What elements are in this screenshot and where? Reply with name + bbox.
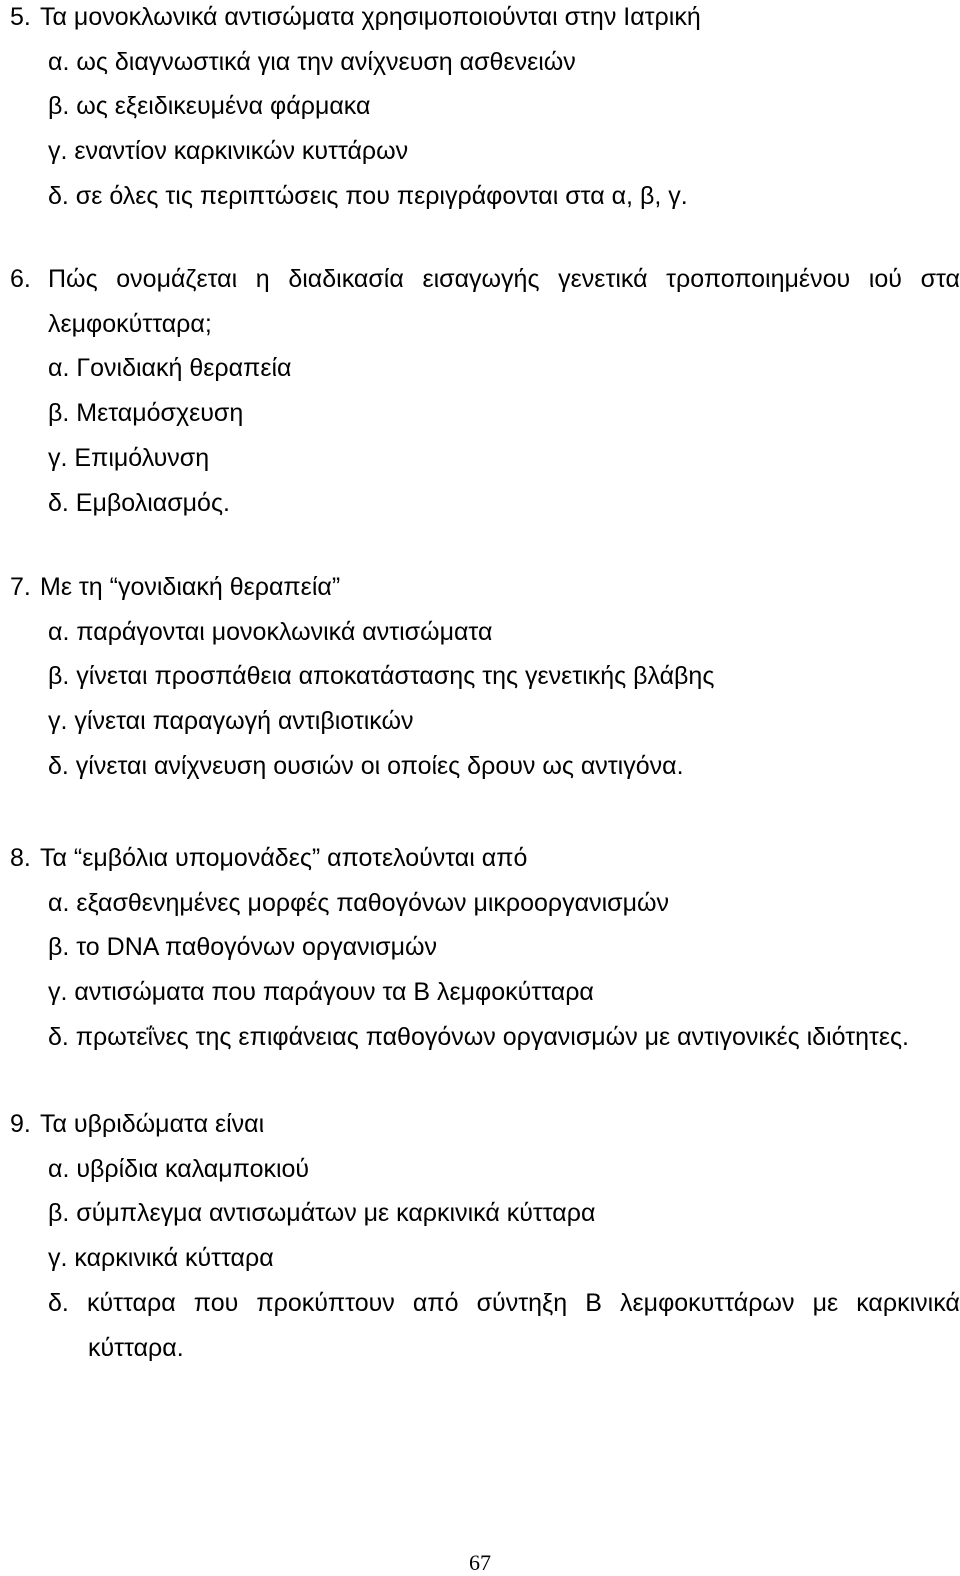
question-number: 9. bbox=[10, 1110, 31, 1138]
question-stem bbox=[10, 1102, 960, 1147]
option-c: γ. Επιμόλυνση bbox=[48, 443, 210, 472]
word: ονομάζεται bbox=[116, 265, 238, 293]
option-a: α. εξασθενημένες μορφές παθογόνων μικροοργανισμών bbox=[48, 888, 670, 917]
option-c: γ. αντισώματα που παράγουν τα Β λεμφοκύτταρα bbox=[48, 978, 594, 1007]
question-number: 8. bbox=[10, 844, 31, 872]
option-d-continuation: κύτταρα. bbox=[88, 1333, 184, 1362]
option-a: α. ως διαγνωστικά για την ανίχνευση ασθενειών bbox=[48, 47, 576, 76]
word: εισαγωγής bbox=[422, 265, 540, 293]
option-c: γ. καρκινικά κύτταρα bbox=[48, 1244, 274, 1273]
option-b: β. Μεταμόσχευση bbox=[48, 399, 244, 428]
option-a: α. παράγονται μονοκλωνικά αντισώματα bbox=[48, 617, 493, 646]
word: ιού bbox=[868, 265, 902, 293]
question-stem bbox=[10, 565, 960, 610]
word: γενετικά bbox=[558, 265, 648, 293]
question-text: Τα μονοκλωνικά αντισώματα χρησιμοποιούνται στην Ιατρική bbox=[40, 3, 701, 31]
option-b: β. ως εξειδικευμένα φάρμακα bbox=[48, 92, 371, 121]
option-c: γ. εναντίον καρκινικών κυττάρων bbox=[48, 137, 409, 166]
option-d: δ. γίνεται ανίχνευση ουσιών οι οποίες δρουν ως αντιγόνα. bbox=[48, 751, 684, 780]
page-number: 67 bbox=[469, 1550, 491, 1575]
word: δ. bbox=[48, 1288, 69, 1317]
word: λεμφοκυττάρων bbox=[620, 1288, 795, 1317]
option-a: α. υβρίδια καλαμποκιού bbox=[48, 1154, 310, 1183]
word: η bbox=[255, 265, 270, 293]
question-9 bbox=[10, 1102, 960, 1370]
question-5 bbox=[10, 0, 960, 219]
word: διαδικασία bbox=[288, 265, 404, 293]
word: καρκινικά bbox=[856, 1288, 960, 1317]
option-d: δ. Εμβολιασμός. bbox=[48, 488, 230, 517]
question-stem bbox=[10, 0, 960, 40]
question-6 bbox=[10, 257, 960, 525]
question-number: 6. bbox=[10, 265, 31, 293]
word: με bbox=[812, 1288, 839, 1317]
word: στα bbox=[920, 265, 960, 293]
option-c: γ. γίνεται παραγωγή αντιβιοτικών bbox=[48, 707, 414, 736]
option-d: δ. πρωτεΐνες της επιφάνειας παθογόνων οργανισμών με αντιγονικές ιδιότητες. bbox=[48, 1022, 909, 1051]
option-a: α. Γονιδιακή θεραπεία bbox=[48, 354, 292, 383]
question-text: Με τη “γονιδιακή θεραπεία” bbox=[40, 573, 341, 601]
word: προκύπτουν bbox=[256, 1288, 395, 1317]
question-text-continuation: λεμφοκύτταρα; bbox=[48, 309, 212, 338]
word: Πώς bbox=[48, 265, 98, 293]
question-text: Τα υβριδώματα είναι bbox=[40, 1110, 265, 1138]
question-stem bbox=[10, 836, 960, 881]
question-number: 5. bbox=[10, 3, 31, 31]
question-stem bbox=[10, 257, 960, 302]
option-b: β. το DNA παθογόνων οργανισμών bbox=[48, 933, 438, 962]
option-b: β. σύμπλεγμα αντισωμάτων με καρκινικά κύτταρα bbox=[48, 1199, 596, 1228]
word: κύτταρα bbox=[86, 1288, 176, 1317]
word: σύντηξη bbox=[476, 1288, 568, 1317]
question-text: Τα “εμβόλια υπομονάδες” αποτελούνται από bbox=[40, 844, 528, 872]
word: Β bbox=[585, 1288, 602, 1317]
option-d bbox=[10, 1281, 960, 1326]
question-number: 7. bbox=[10, 573, 31, 601]
word: που bbox=[193, 1288, 239, 1317]
question-8 bbox=[10, 836, 960, 1060]
question-7 bbox=[10, 565, 960, 789]
question-text bbox=[40, 257, 960, 302]
option-b: β. γίνεται προσπάθεια αποκατάστασης της γενετικής βλάβης bbox=[48, 662, 715, 691]
option-d: δ. σε όλες τις περιπτώσεις που περιγράφονται στα α, β, γ. bbox=[48, 181, 688, 210]
word: τροποποιημένου bbox=[666, 265, 851, 293]
word: από bbox=[412, 1288, 459, 1317]
